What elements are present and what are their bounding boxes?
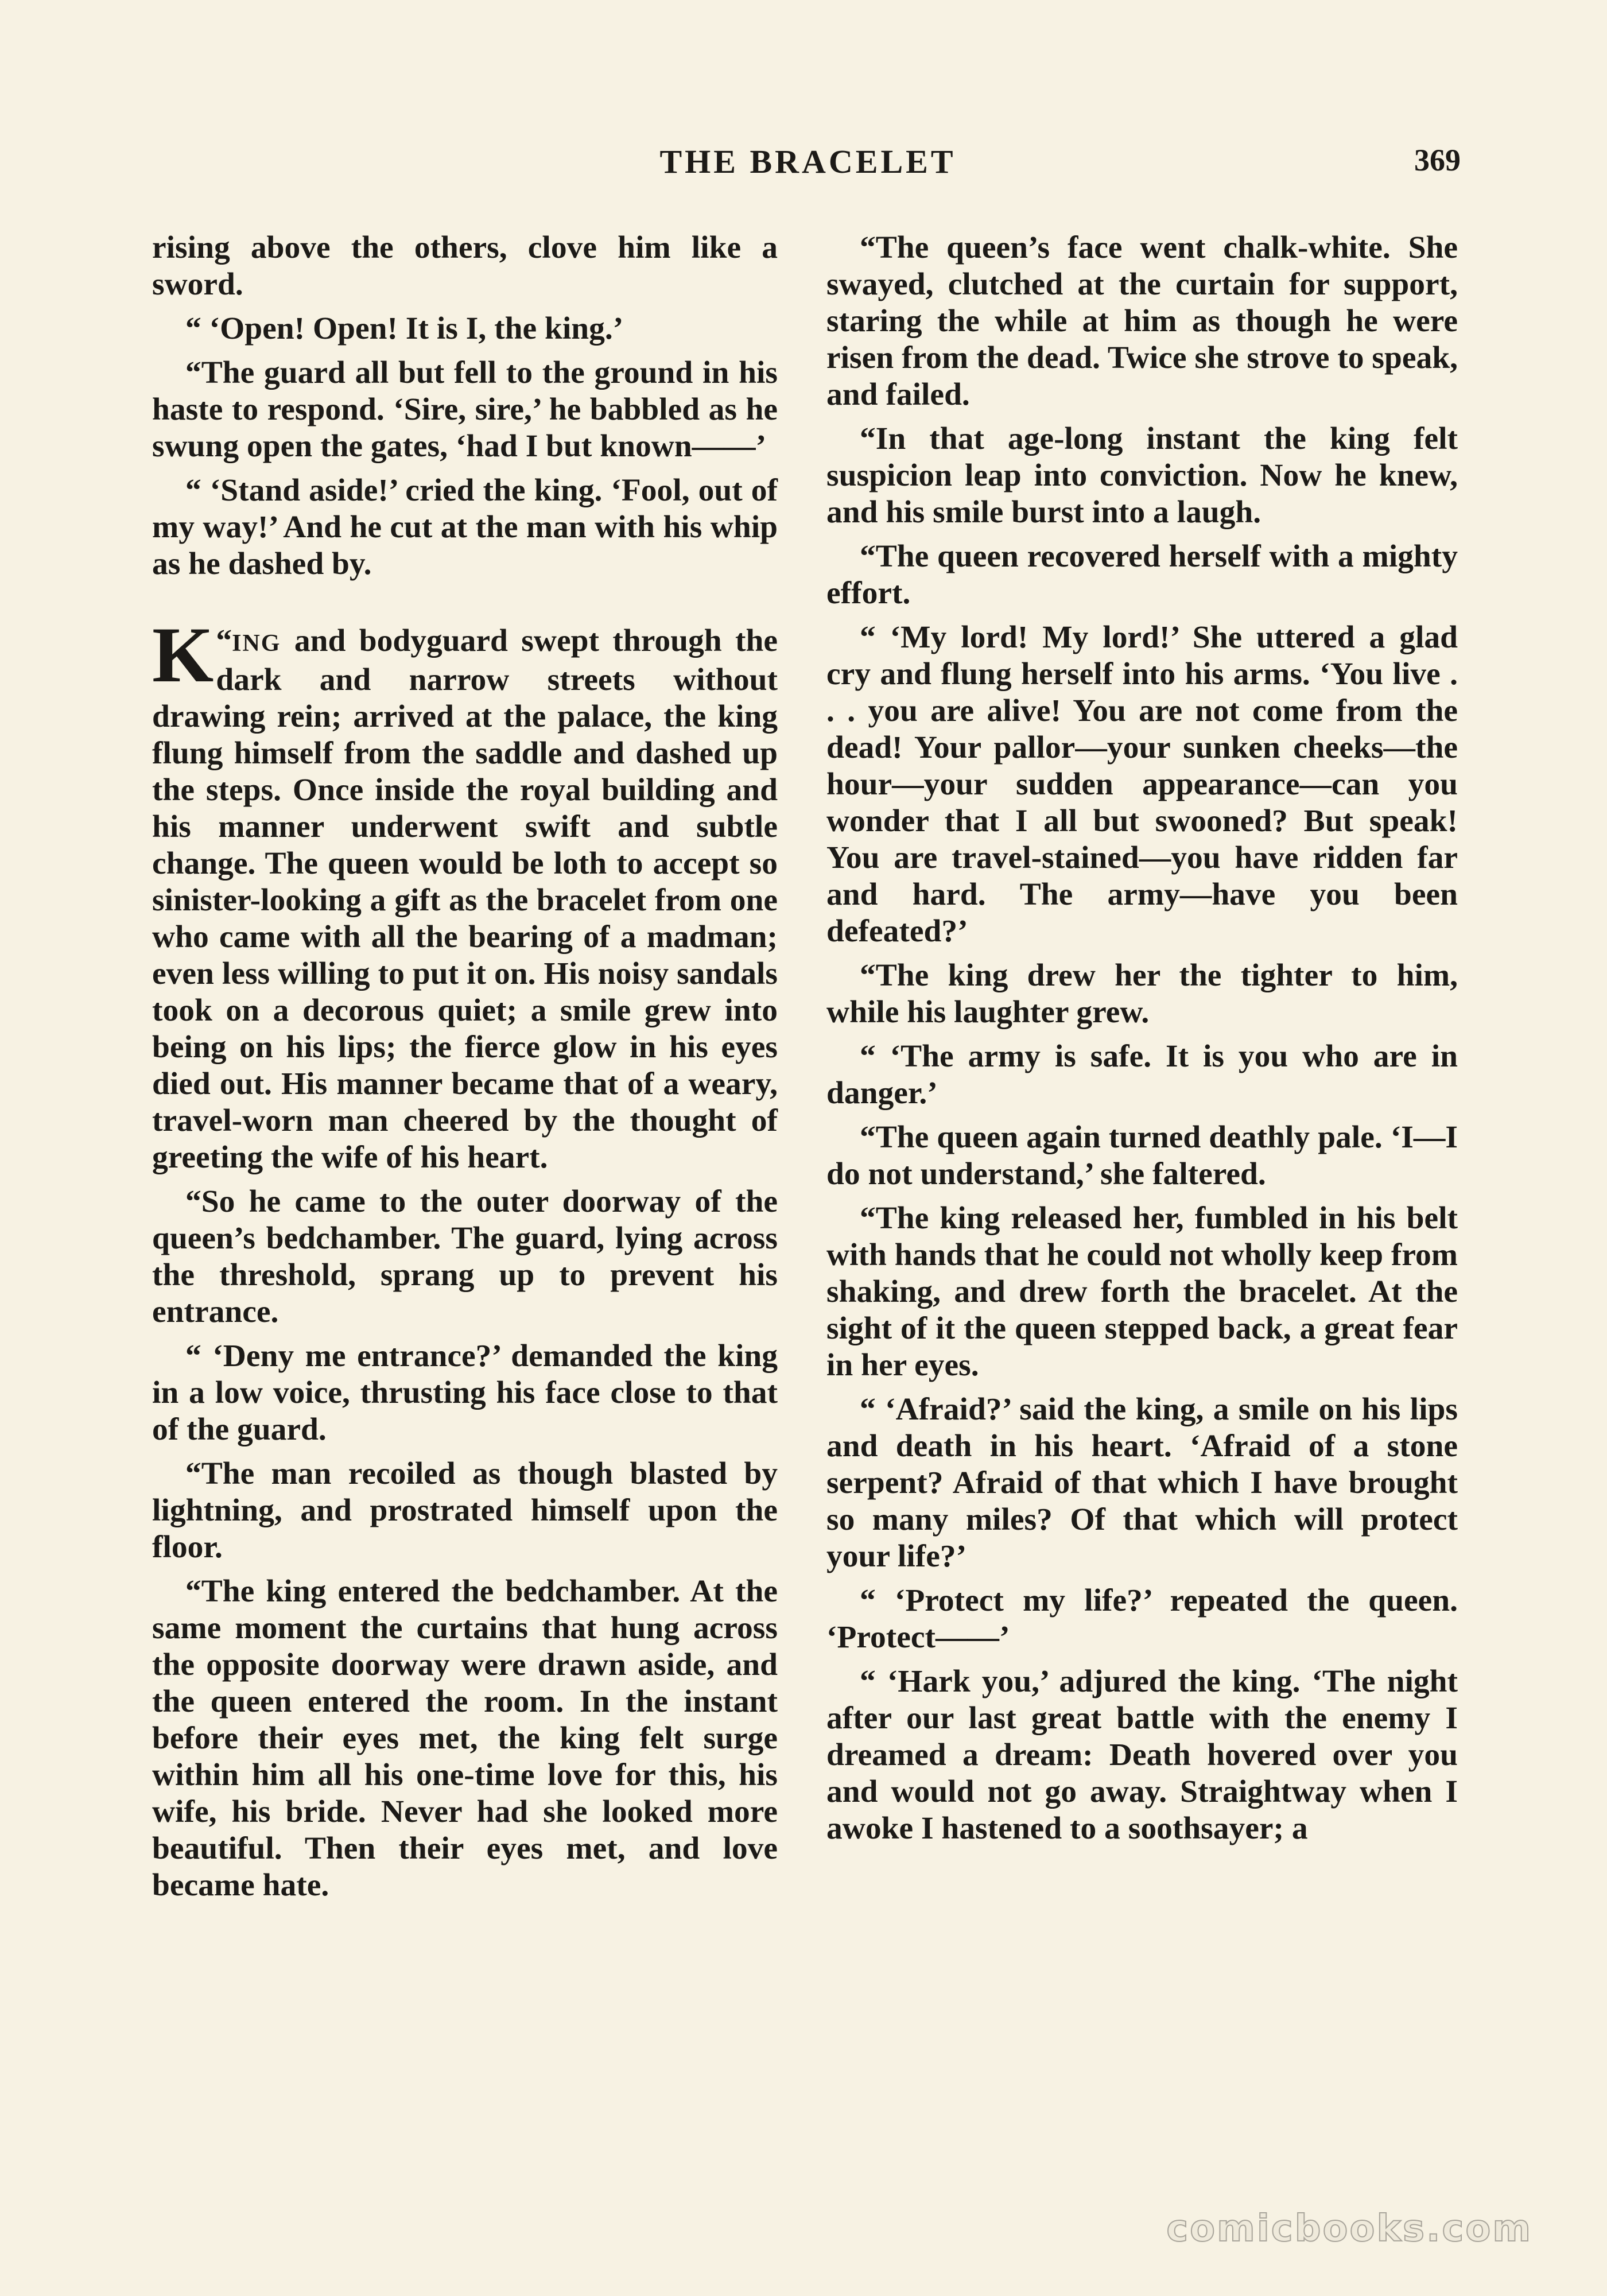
paragraph: “In that age-long instant the king felt suspicion leap into conviction. Now he knew, and his smile burst into a laugh. bbox=[826, 421, 1458, 530]
paragraph: “The king entered the bedchamber. At the same moment the curtains that hung across the opposite doorway were drawn aside, and the queen entered the room. In the instant before their eyes met, the king felt surge within him all his one-time love for this, his wife, his bride. Never had she looked more beautiful. Then their eyes met, and love became hate. bbox=[152, 1574, 778, 1903]
paragraph: “ ‘Open! Open! It is I, the king.’ bbox=[185, 311, 624, 346]
opening-quote: “ bbox=[216, 623, 232, 658]
paragraph: “ ‘Protect my life?’ repeated the queen. ‘Protect——’ bbox=[826, 1583, 1458, 1655]
paragraph: “ ‘Deny me entrance?’ demanded the king in a low voice, thrusting his face close to that of the guard. bbox=[152, 1339, 778, 1447]
page-header bbox=[155, 142, 1461, 188]
left-column bbox=[152, 230, 778, 1911]
watermark: comicbooks.com bbox=[1166, 2208, 1532, 2250]
paragraph: “The queen’s face went chalk-white. She swayed, clutched at the curtain for support, staring the while at him as though he were risen from the dead. Twice she strove to speak, and failed. bbox=[826, 230, 1458, 412]
paragraph: “The queen recovered herself with a mighty effort. bbox=[826, 539, 1458, 611]
paragraph: “The guard all but fell to the ground in his haste to respond. ‘Sire, sire,’ he babbled as he swung open the gates, ‘had I but known——’ bbox=[152, 355, 778, 464]
paragraph: “ ‘Stand aside!’ cried the king. ‘Fool, out of my way!’ And he cut at the man with his whip as he dashed by. bbox=[152, 473, 778, 581]
section-opening-paragraph bbox=[152, 611, 778, 1176]
page-number: 369 bbox=[1414, 143, 1461, 177]
paragraph: “ ‘The army is safe. It is you who are in danger.’ bbox=[826, 1039, 1458, 1111]
paragraph: “The man recoiled as though blasted by lightning, and prostrated himself upon the floor. bbox=[152, 1456, 778, 1565]
running-title: THE BRACELET bbox=[659, 143, 956, 180]
paragraph-body: and bodyguard swept through the dark and narrow streets without drawing rein; arrived at the palace, the king flung himself from the saddle and dashed up the steps. Once inside the royal building and his manner underwent swift and subtle change. The queen would be loth to accept so sinister-looking a gift as the bracelet from one who came with all the bearing of a madman; even less willing to put it on. His noisy sandals took on a decorous quiet; a smile grew into being on his lips; the fierce glow in his eyes died out. His manner became that of a weary, travel-worn man cheered by the thought of greeting the wife of his heart. bbox=[152, 623, 778, 1175]
paragraph: “ ‘Afraid?’ said the king, a smile on his lips and death in his heart. ‘Afraid of a stone serpent? Afraid of that which I have brought so many miles? Of that which will protect your life?’ bbox=[826, 1392, 1458, 1574]
paragraph: “ ‘Hark you,’ adjured the king. ‘The night after our last great battle with the enemy I dreamed a dream: Death hovered over you and would not go away. Straightway when I awoke I hastened to a soothsayer; a bbox=[826, 1664, 1458, 1846]
small-caps-lead: ING bbox=[232, 630, 281, 657]
paragraph: “ ‘My lord! My lord!’ She uttered a glad cry and flung herself into his arms. ‘You live . . . you are alive! You are not come from the dead! Your pallor—your sunken cheeks—the hour—your sudden appearance—can you wonder that I all but swooned? But speak! You are travel-stained—you have ridden far and hard. The army—have you been defeated?’ bbox=[826, 620, 1458, 949]
paragraph: “So he came to the outer doorway of the queen’s bedchamber. The guard, lying across the threshold, sprang up to prevent his entrance. bbox=[152, 1184, 778, 1329]
paragraph: “The queen again turned deathly pale. ‘I—I do not understand,’ she faltered. bbox=[826, 1120, 1458, 1192]
right-column bbox=[826, 230, 1458, 1855]
drop-cap: K bbox=[152, 611, 214, 699]
paragraph: “The king drew her the tighter to him, while his laughter grew. bbox=[826, 958, 1458, 1030]
paragraph: rising above the others, clove him like a sword. bbox=[152, 230, 778, 302]
paragraph: “The king released her, fumbled in his belt with hands that he could not wholly keep from shaking, and drew forth the bracelet. At the sight of it the queen stepped back, a great fear in her eyes. bbox=[826, 1201, 1458, 1383]
